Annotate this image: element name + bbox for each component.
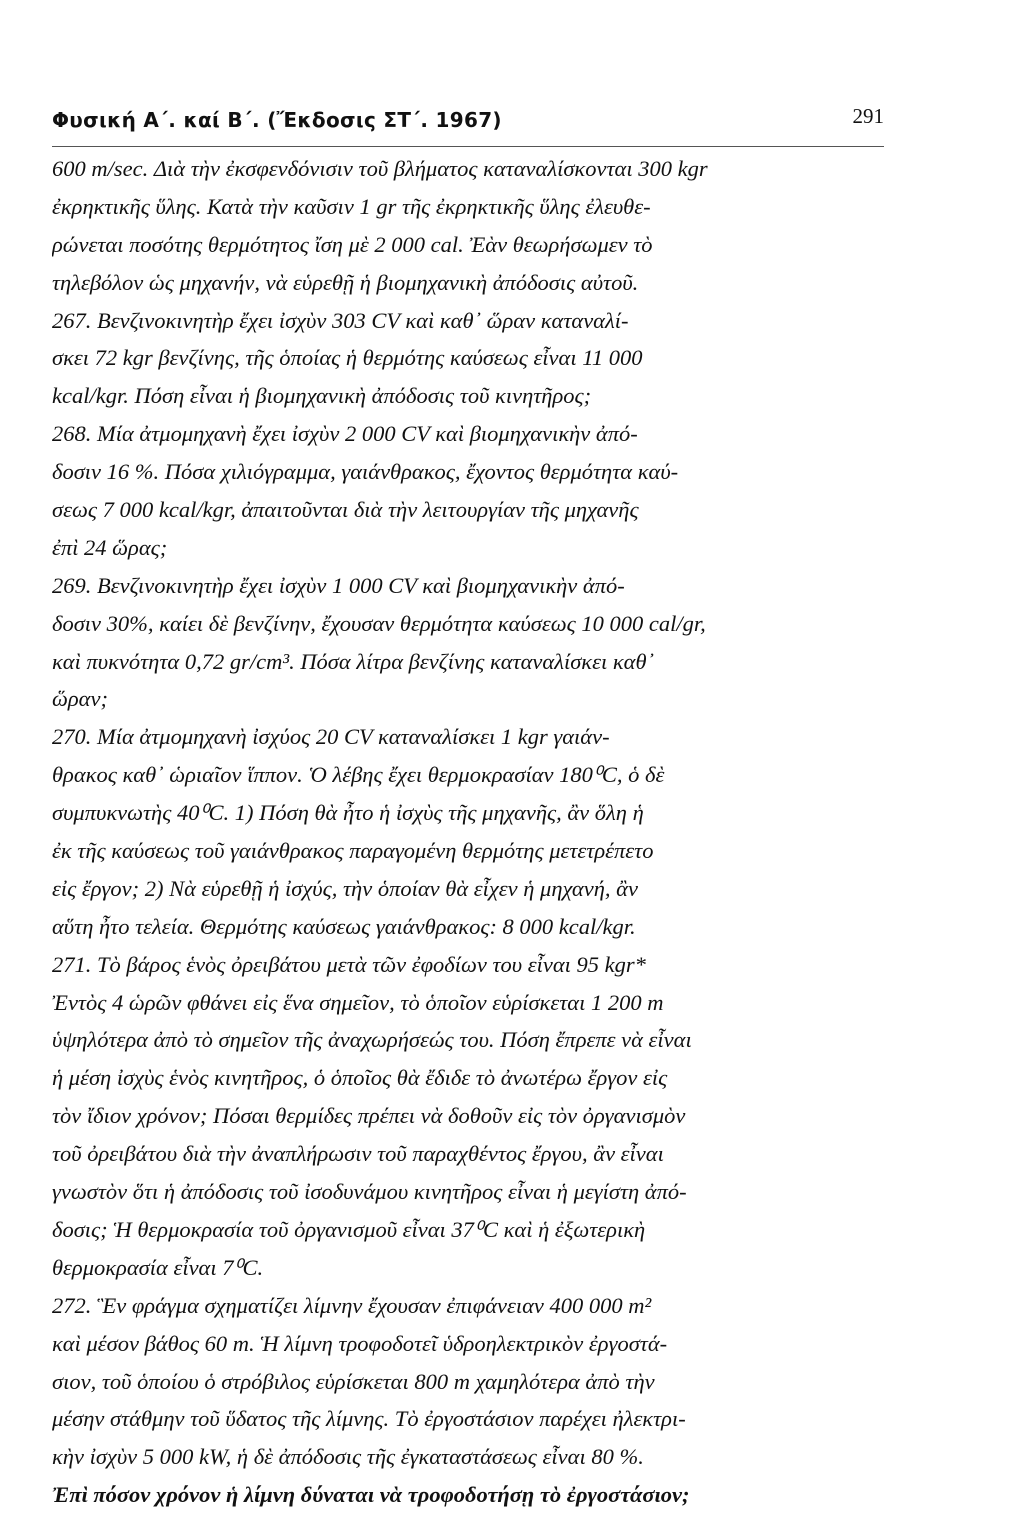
page-number: 291 — [852, 104, 884, 128]
text-line: δοσιν 16 %. Πόσα χιλιόγραμμα, γαιάνθρακος, ἔχοντος θερμότητα καύ- — [52, 459, 679, 485]
problem-272-start: 272. Ἓν φράγμα σχηματίζει λίμνην ἔχουσαν ἐπιφάνειαν 400 000 m² — [52, 1292, 652, 1318]
problem-270-start: 270. Μία ἀτμομηχανὴ ἰσχύος 20 CV καταναλίσκει 1 kgr γαιάν- — [52, 724, 610, 750]
problem-268-start: 268. Μία ἀτμομηχανὴ ἔχει ἰσχὺν 2 000 CV καὶ βιομηχανικὴν ἀπό- — [52, 421, 638, 447]
problem-267-start: 267. Βενζινοκινητὴρ ἔχει ἰσχὺν 303 CV καὶ καθ᾽ ὥραν καταναλί- — [52, 307, 629, 333]
text-line: θερμοκρασία εἶναι 7⁰C. — [52, 1254, 264, 1280]
text-line: Ἐντὸς 4 ὡρῶν φθάνει εἰς ἕνα σημεῖον, τὸ ὁποῖον εὑρίσκεται 1 200 m — [52, 989, 664, 1015]
text-line: ἡ μέση ἰσχὺς ἑνὸς κινητῆρος, ὁ ὁποῖος θὰ ἔδιδε τὸ ἀνωτέρω ἔργον εἰς — [52, 1065, 668, 1091]
text-line: θρακος καθ᾽ ὡριαῖον ἵππον. Ὁ λέβης ἔχει θερμοκρασίαν 180⁰C, ὁ δὲ — [52, 762, 665, 788]
text-line: ὥραν; — [52, 686, 108, 712]
text-line: εἰς ἔργον; 2) Νὰ εὑρεθῇ ἡ ἰσχύς, τὴν ὁποίαν θὰ εἶχεν ἡ μηχανή, ἂν — [52, 875, 638, 901]
text-line: καὶ πυκνότητα 0,72 gr/cm³. Πόσα λίτρα βενζίνης καταναλίσκει καθ᾽ — [52, 648, 655, 674]
text-line: ὑψηλότερα ἀπὸ τὸ σημεῖον τῆς ἀναχωρήσεώς του. Πόση ἔπρεπε νὰ εἶναι — [52, 1027, 692, 1053]
problem-text — [52, 150, 884, 1514]
text-line: ἐκρηκτικῆς ὕλης. Κατὰ τὴν καῦσιν 1 gr τῆς ἐκρηκτικῆς ὕλης ἐλευθε- — [52, 193, 651, 219]
text-line: τηλεβόλον ὡς μηχανήν, νὰ εὑρεθῇ ἡ βιομηχανικὴ ἀπόδοσις αὐτοῦ. — [52, 269, 639, 295]
text-line: σεως 7 000 kcal/kgr, ἀπαιτοῦνται διὰ τὴν λειτουργίαν τῆς μηχανῆς — [52, 497, 639, 523]
text-line: ρώνεται ποσότης θερμότητος ἴση μὲ 2 000 cal. Ἐὰν θεωρήσωμεν τὸ — [52, 231, 653, 257]
running-header — [52, 104, 884, 140]
text-line: ἐπὶ 24 ὥρας; — [52, 534, 168, 560]
text-line: δοσιν 30%, καίει δὲ βενζίνην, ἔχουσαν θερμότητα καύσεως 10 000 cal/gr, — [52, 610, 706, 636]
text-line: τοῦ ὀρειβάτου διὰ τὴν ἀναπλήρωσιν τοῦ παραχθέντος ἔργου, ἂν εἶναι — [52, 1141, 664, 1167]
text-line: συμπυκνωτὴς 40⁰C. 1) Πόση θὰ ἦτο ἡ ἰσχὺς τῆς μηχανῆς, ἂν ὅλη ἡ — [52, 800, 644, 826]
text-line: τὸν ἴδιον χρόνον; Πόσαι θερμίδες πρέπει νὰ δοθοῦν εἰς τὸν ὀργανισμὸν — [52, 1103, 686, 1129]
text-line: μέσην στάθμην τοῦ ὕδατος τῆς λίμνης. Τὸ ἐργοστάσιον παρέχει ἠλεκτρι- — [52, 1406, 686, 1432]
header-title: Φυσική Α΄. καί Β΄. (Ἔκδοσις ΣΤ΄. 1967) — [52, 108, 502, 132]
text-line: κὴν ἰσχὺν 5 000 kW, ἡ δὲ ἀπόδοσις τῆς ἐγκαταστάσεως εἶναι 80 %. — [52, 1444, 644, 1470]
text-line: γνωστὸν ὅτι ἡ ἀπόδοσις τοῦ ἰσοδυνάμου κινητῆρος εἶναι ἡ μεγίστη ἀπό- — [52, 1179, 687, 1205]
text-line: Ἐπὶ πόσον χρόνον ἡ λίμνη δύναται νὰ τροφοδοτήσῃ τὸ ἐργοστάσιον; — [52, 1482, 690, 1508]
text-line: σκει 72 kgr βενζίνης, τῆς ὁποίας ἡ θερμότης καύσεως εἶναι 11 000 — [52, 345, 643, 371]
text-line: δοσις; Ἡ θερμοκρασία τοῦ ὀργανισμοῦ εἶναι 37⁰C καὶ ἡ ἐξωτερικὴ — [52, 1216, 646, 1242]
text-line: αὕτη ἦτο τελεία. Θερμότης καύσεως γαιάνθρακος: 8 000 kcal/kgr. — [52, 913, 636, 939]
text-line: καὶ μέσον βάθος 60 m. Ἡ λίμνη τροφοδοτεῖ ὑδροηλεκτρικὸν ἐργοστά- — [52, 1330, 668, 1356]
problem-271-start: 271. Τὸ βάρος ἑνὸς ὀρειβάτου μετὰ τῶν ἐφοδίων του εἶναι 95 kgr* — [52, 951, 646, 977]
text-line: σιον, τοῦ ὁποίου ὁ στρόβιλος εὑρίσκεται 800 m χαμηλότερα ἀπὸ τὴν — [52, 1368, 655, 1394]
text-line: 600 m/sec. Διὰ τὴν ἐκσφενδόνισιν τοῦ βλήματος καταναλίσκονται 300 kgr — [52, 156, 708, 181]
problem-269-start: 269. Βενζινοκινητὴρ ἔχει ἰσχὺν 1 000 CV καὶ βιομηχανικὴν ἀπό- — [52, 572, 625, 598]
text-line: kcal/kgr. Πόση εἶναι ἡ βιομηχανικὴ ἀπόδοσις τοῦ κινητῆρος; — [52, 383, 592, 409]
header-rule — [52, 146, 884, 147]
text-line: ἐκ τῆς καύσεως τοῦ γαιάνθρακος παραγομένη θερμότης μετετρέπετο — [52, 838, 654, 864]
